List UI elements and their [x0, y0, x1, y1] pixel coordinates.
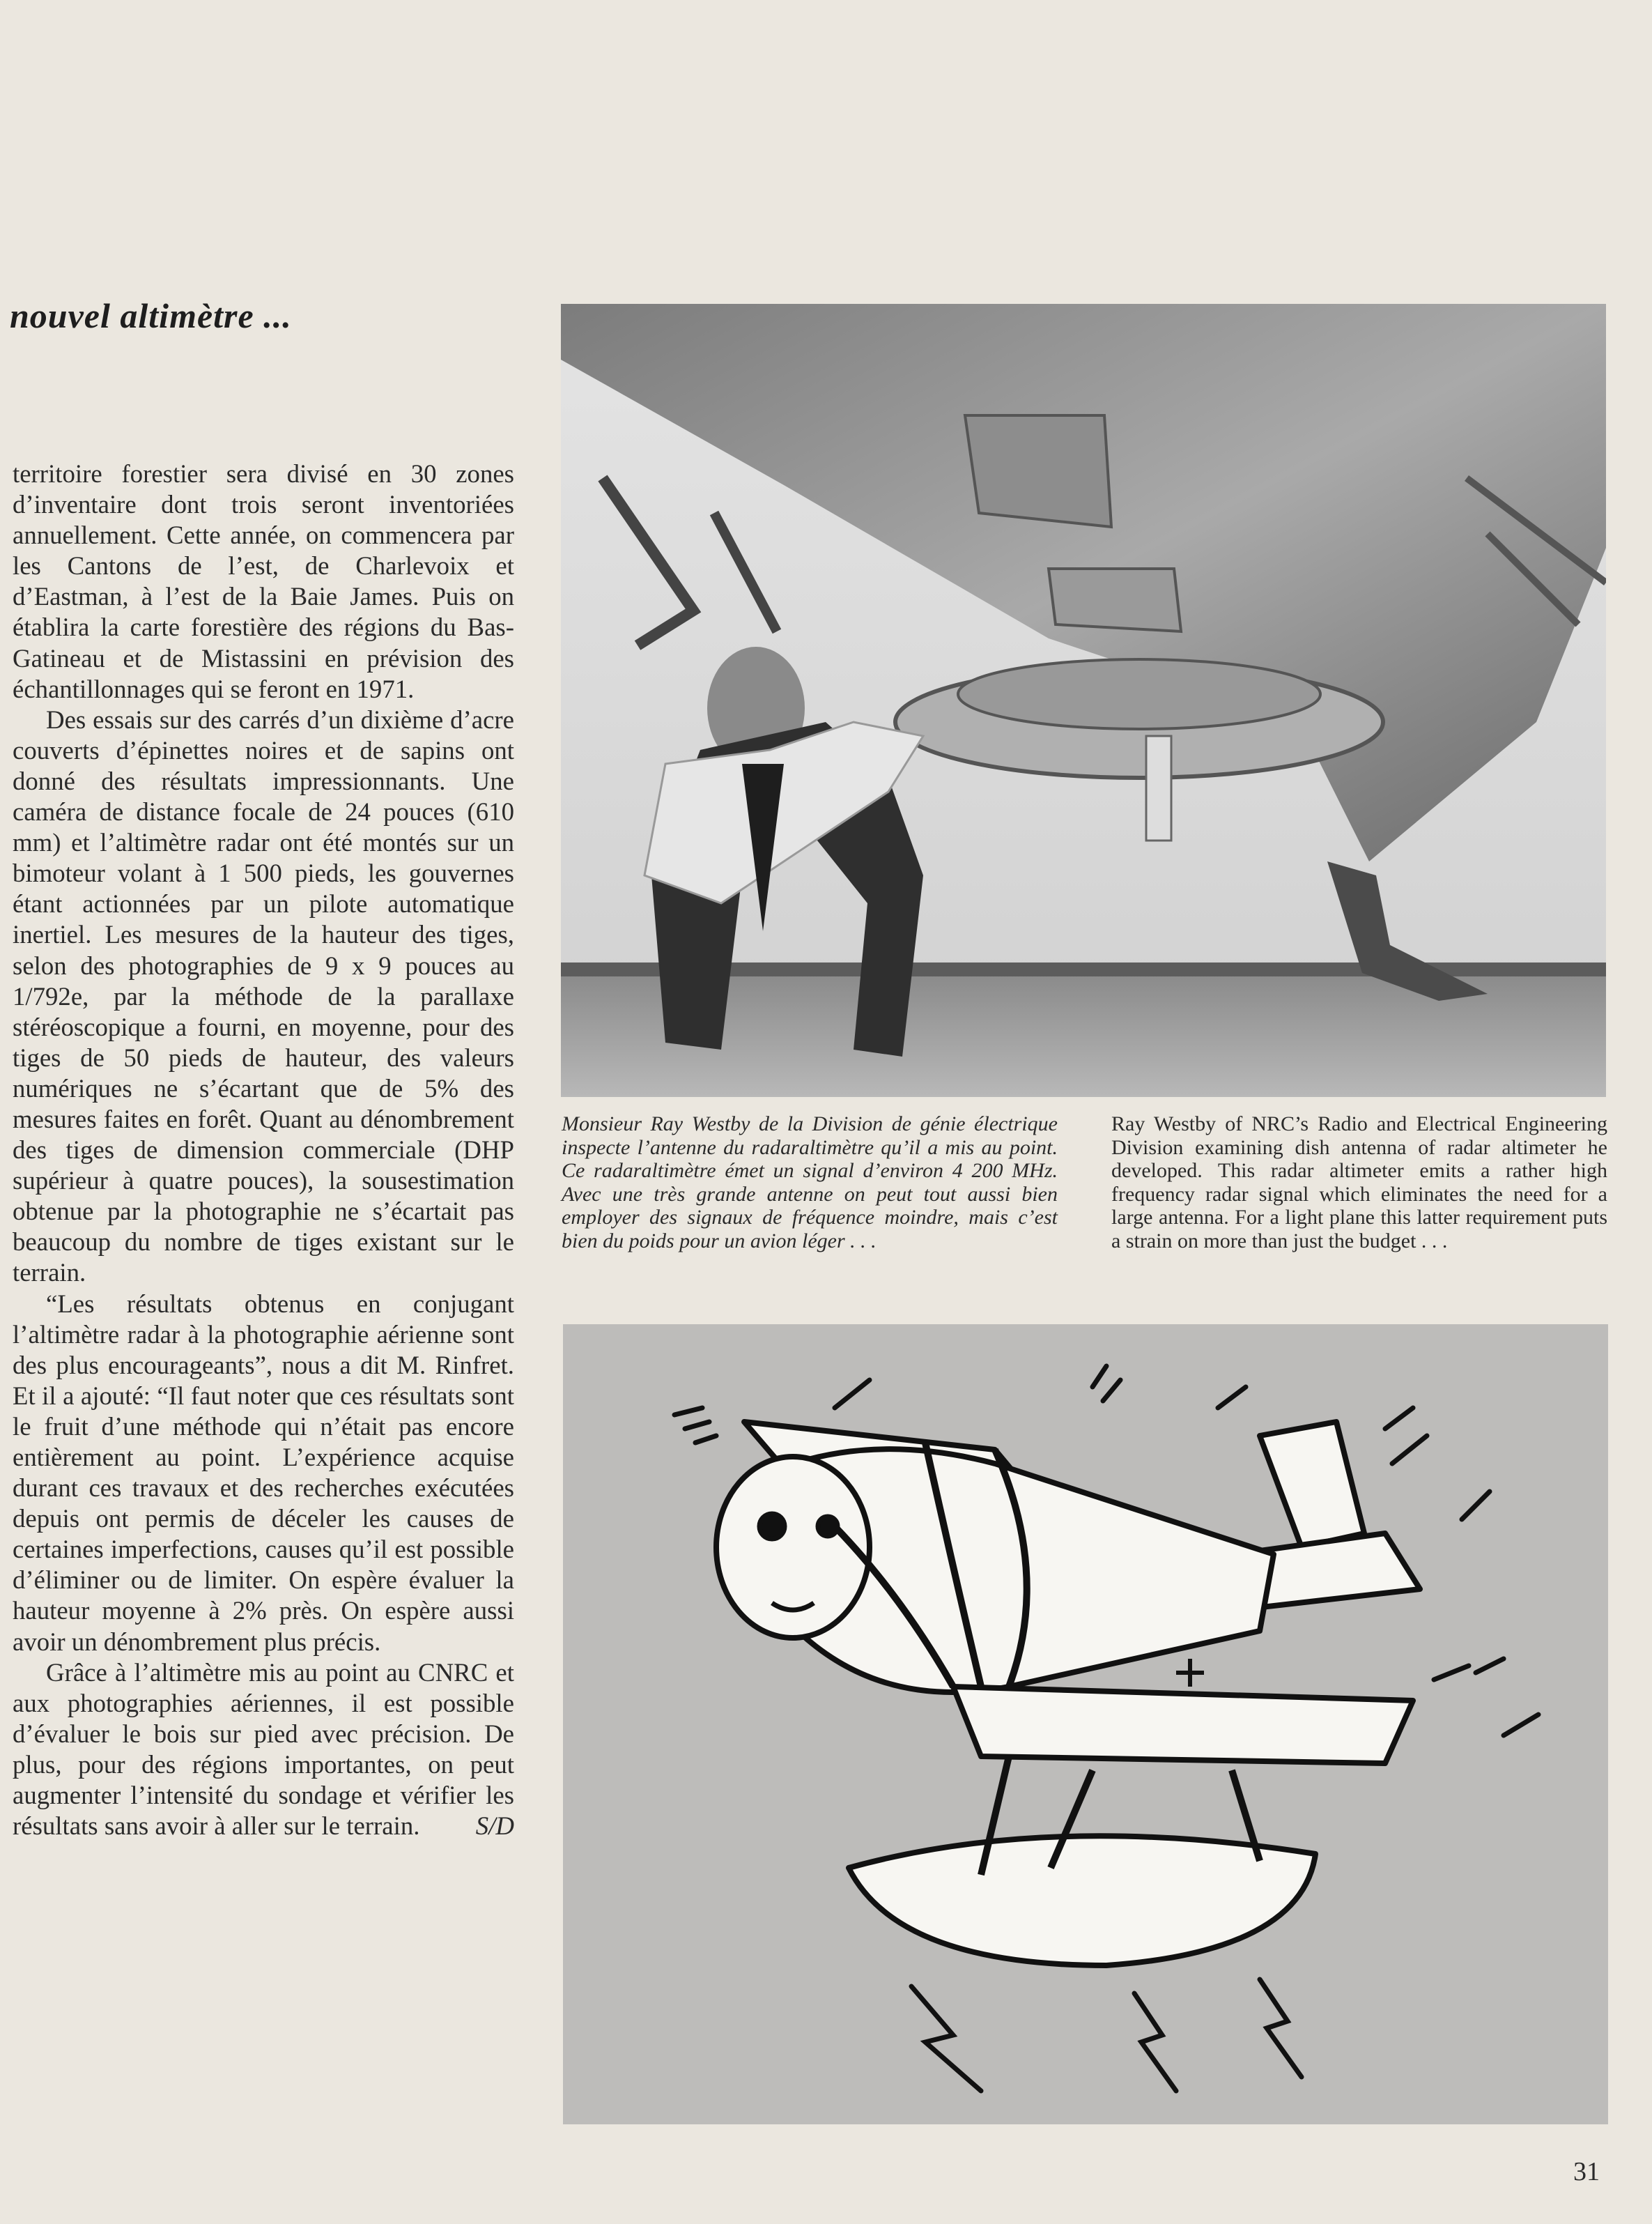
body-paragraph-3: “Les résultats obtenus en conjugant l’altimètre radar à la photographie aérienne sont des plus encourageants”, nous a dit M. Rinfret. Et il a ajouté: “Il faut noter que ces résultats sont le fruit d’une méthode qui n’était pas encore entièrement au point. L’expérience acquise durant ces travaux et des recherches exécutées depuis ont permis de déceler les causes de certaines imperfections, causes qu’il est possible d’éliminer ou de limiter. On espère évaluer la hauteur moyenne à 2% près. On espère aussi avoir un dénombrement plus précis. — [13, 1289, 514, 1656]
photo-radar-antenna — [561, 304, 1606, 1097]
page-number: 31 — [1573, 2157, 1600, 2186]
caption-english-text: Ray Westby of NRC’s Radio and Electrical Engineering Division examining dish antenna of radar altimeter he developed. This radar altimeter emits a rather high frequency radar signal which eliminates the need for a large antenna. For a light plane this latter requirement puts a strain on more than just the budget . . . — [1111, 1112, 1607, 1252]
article-body — [13, 459, 514, 1841]
body-paragraph-1: territoire forestier sera divisé en 30 zones d’inventaire dont trois seront inventoriées annuellement. Cette année, on commencera par les Cantons de l’est, de Charlevoix et d’Eastman, à l’est de la Baie James. Puis on établira la carte forestière des régions du Bas-Gatineau et de Mistassini en prévision des échantillonnages qui se feront en 1971. — [13, 459, 514, 703]
cartoon-seaplane-image — [563, 1324, 1608, 2124]
photo-radar-antenna-image — [561, 304, 1606, 1097]
caption-french — [562, 1112, 1058, 1252]
body-paragraph-4 — [13, 1657, 514, 1842]
caption-english — [1111, 1112, 1607, 1252]
caption-french-text: Monsieur Ray Westby de la Division de génie électrique inspecte l’antenne du radaraltimètre qu’il a mis au point. Ce radaraltimètre émet un signal d’environ 4 200 MHz. Avec une très grande antenne on peut tout aussi bien employer des signaux de fréquence moindre, mais c’est bien du poids pour un avion léger . . . — [562, 1112, 1058, 1252]
author-signature: S/D — [475, 1811, 514, 1841]
body-paragraph-2: Des essais sur des carrés d’un dixième d’acre couverts d’épinettes noires et de sapins ont donné des résultats impressionnants. Une caméra de distance focale de 24 pouces (610 mm) et l’altimètre radar ont été montés sur un bimoteur volant à 1 500 pieds, les gouvernes étant actionnées par un pilote automatique inertiel. Les mesures de la hauteur des tiges, selon des photographies de 9 x 9 pouces au 1/792e, par la méthode de la parallaxe stéréoscopique a fourni, en moyenne, pour des tiges de 50 pieds de hauteur, des valeurs numériques ne s’écartant que de 5% des mesures faites en forêt. Quant au dénombrement des tiges de dimension commerciale (DHP supérieur à quatre pouces), la sousestimation obtenue par la photographie ne s’écartait pas beaucoup du nombre de tiges existant sur le terrain. — [13, 705, 514, 1287]
body-paragraph-4-text: Grâce à l’altimètre mis au point au CNRC et aux photographies aériennes, il est possible d’évaluer le bois sur pied avec précision. De plus, pour des régions importantes, on peut augmenter l’intensité du sondage et vérifier les résultats sans avoir à aller sur le terrain. — [13, 1657, 514, 1841]
article-heading: nouvel altimètre ... — [10, 296, 292, 335]
cartoon-seaplane — [563, 1324, 1608, 2124]
